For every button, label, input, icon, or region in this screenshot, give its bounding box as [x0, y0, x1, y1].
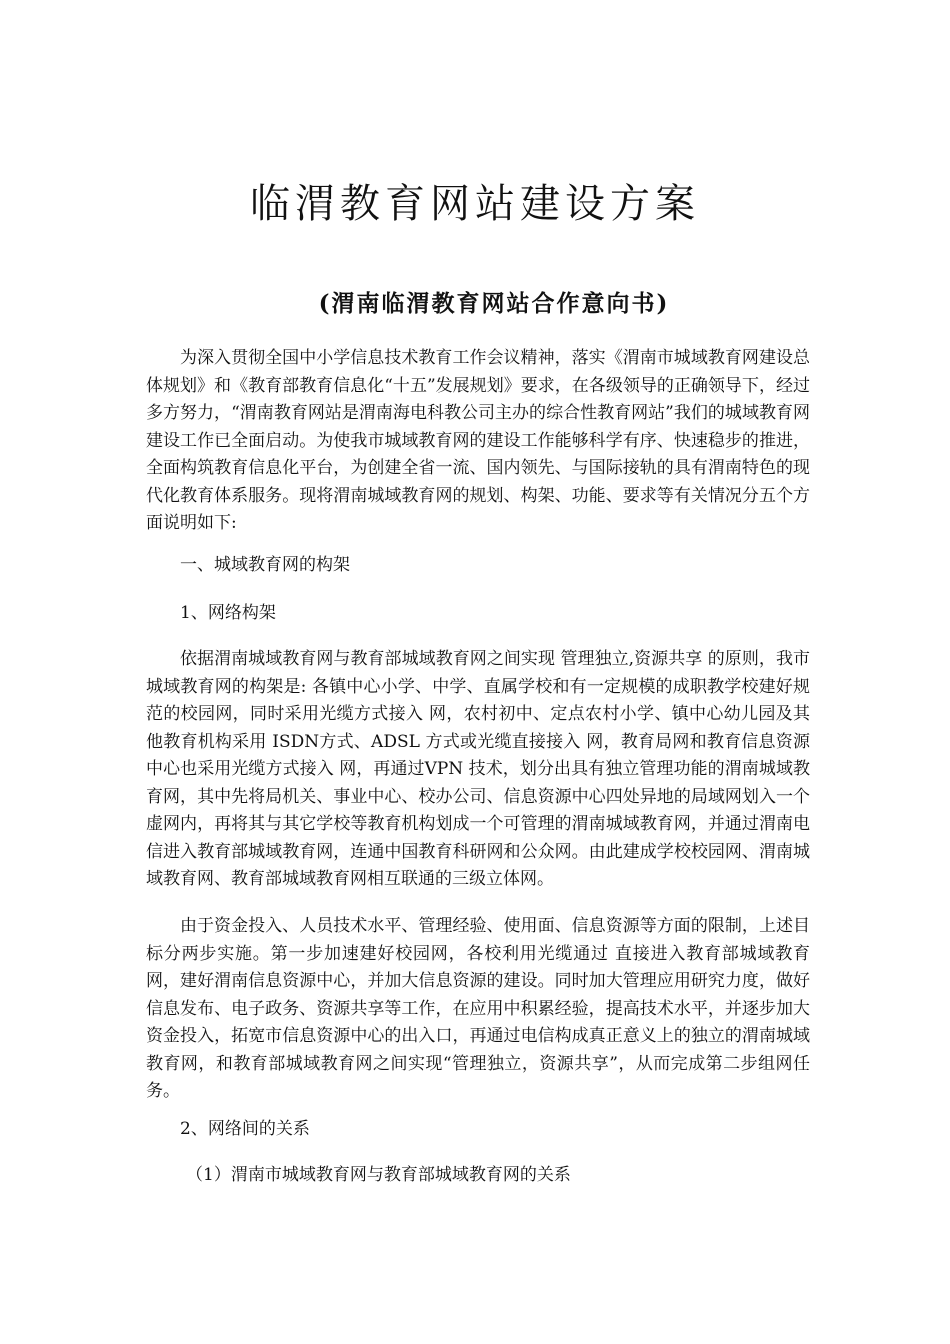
sub-item-heading-city-ministry-relation: （1）渭南市城域教育网与教育部城域教育网的关系: [186, 1165, 571, 1185]
document-title: 临渭教育网站建设方案: [250, 181, 700, 227]
item-heading-network-architecture: 1、网络构架: [180, 603, 276, 623]
implementation-paragraph: 由于资金投入、人员技术水平、管理经验、使用面、信息资源等方面的限制，上述目标分两步实施。第一步加速建好校园网，各校利用光缆通过 直接进入教育部城域教育网，建好渭南信息资源中心，并加大信息资源的建设。同时加大管理应用研究力度，做好信息发布、电子政务、资源共享等工作，在应用中积累经验，提高技术水平，并逐步加大资金投入，拓宽市信息资源中心的出入口，再通过电信构成真正意义上的独立的渭南城域教育网，和教育部城域教育网之间实现“管理独立，资源共享”，从而完成第二步组网任务。: [146, 916, 810, 1101]
intro-paragraph: 为深入贯彻全国中小学信息技术教育工作会议精神，落实《渭南市城域教育网建设总体规划》和《教育部教育信息化“十五”发展规划》要求，在各级领导的正确领导下，经过多方努力，“渭南教育网站是渭南海电科教公司主办的综合性教育网站”我们的城域教育网建设工作已全面启动。为使我市城域教育网的建设工作能够科学有序、快速稳步的推进，全面构筑教育信息化平台，为创建全省一流、国内领先、与国际接轨的具有渭南特色的现代化教育体系服务。现将渭南城域教育网的规划、构架、功能、要求等有关情况分五个方面说明如下:: [146, 348, 810, 533]
document-subtitle: (渭南临渭教育网站合作意向书): [318, 290, 670, 317]
item-heading-network-relations: 2、网络间的关系: [180, 1119, 310, 1139]
network-architecture-paragraph: 依据渭南城域教育网与教育部城域教育网之间实现 管理独立,资源共享 的原则，我市城域教育网的构架是: 各镇中心小学、中学、直属学校和有一定规模的成职教学校建好规范的校园网，同时采用光缆方式接入 网，农村初中、定点农村小学、镇中心幼儿园及其他教育机构采用 ISDN方式、ADSL 方式或光缆直接接入 网，教育局网和教育信息资源中心也采用光缆方式接入 网，再通过VPN 技术，划分出具有独立管理功能的渭南城域教育网，其中先将局机关、事业中心、校办公司、信息资源中心四处异地的局域网划入一个虚网内，再将其与其它学校等教育机构划成一个可管理的渭南城域教育网，并通过渭南电信进入教育部城域教育网，连通中国教育科研网和公众网。由此建成学校校园网、渭南城域教育网、教育部城域教育网相互联通的三级立体网。: [146, 649, 810, 889]
section-heading-architecture: 一、城域教育网的构架: [180, 555, 350, 575]
